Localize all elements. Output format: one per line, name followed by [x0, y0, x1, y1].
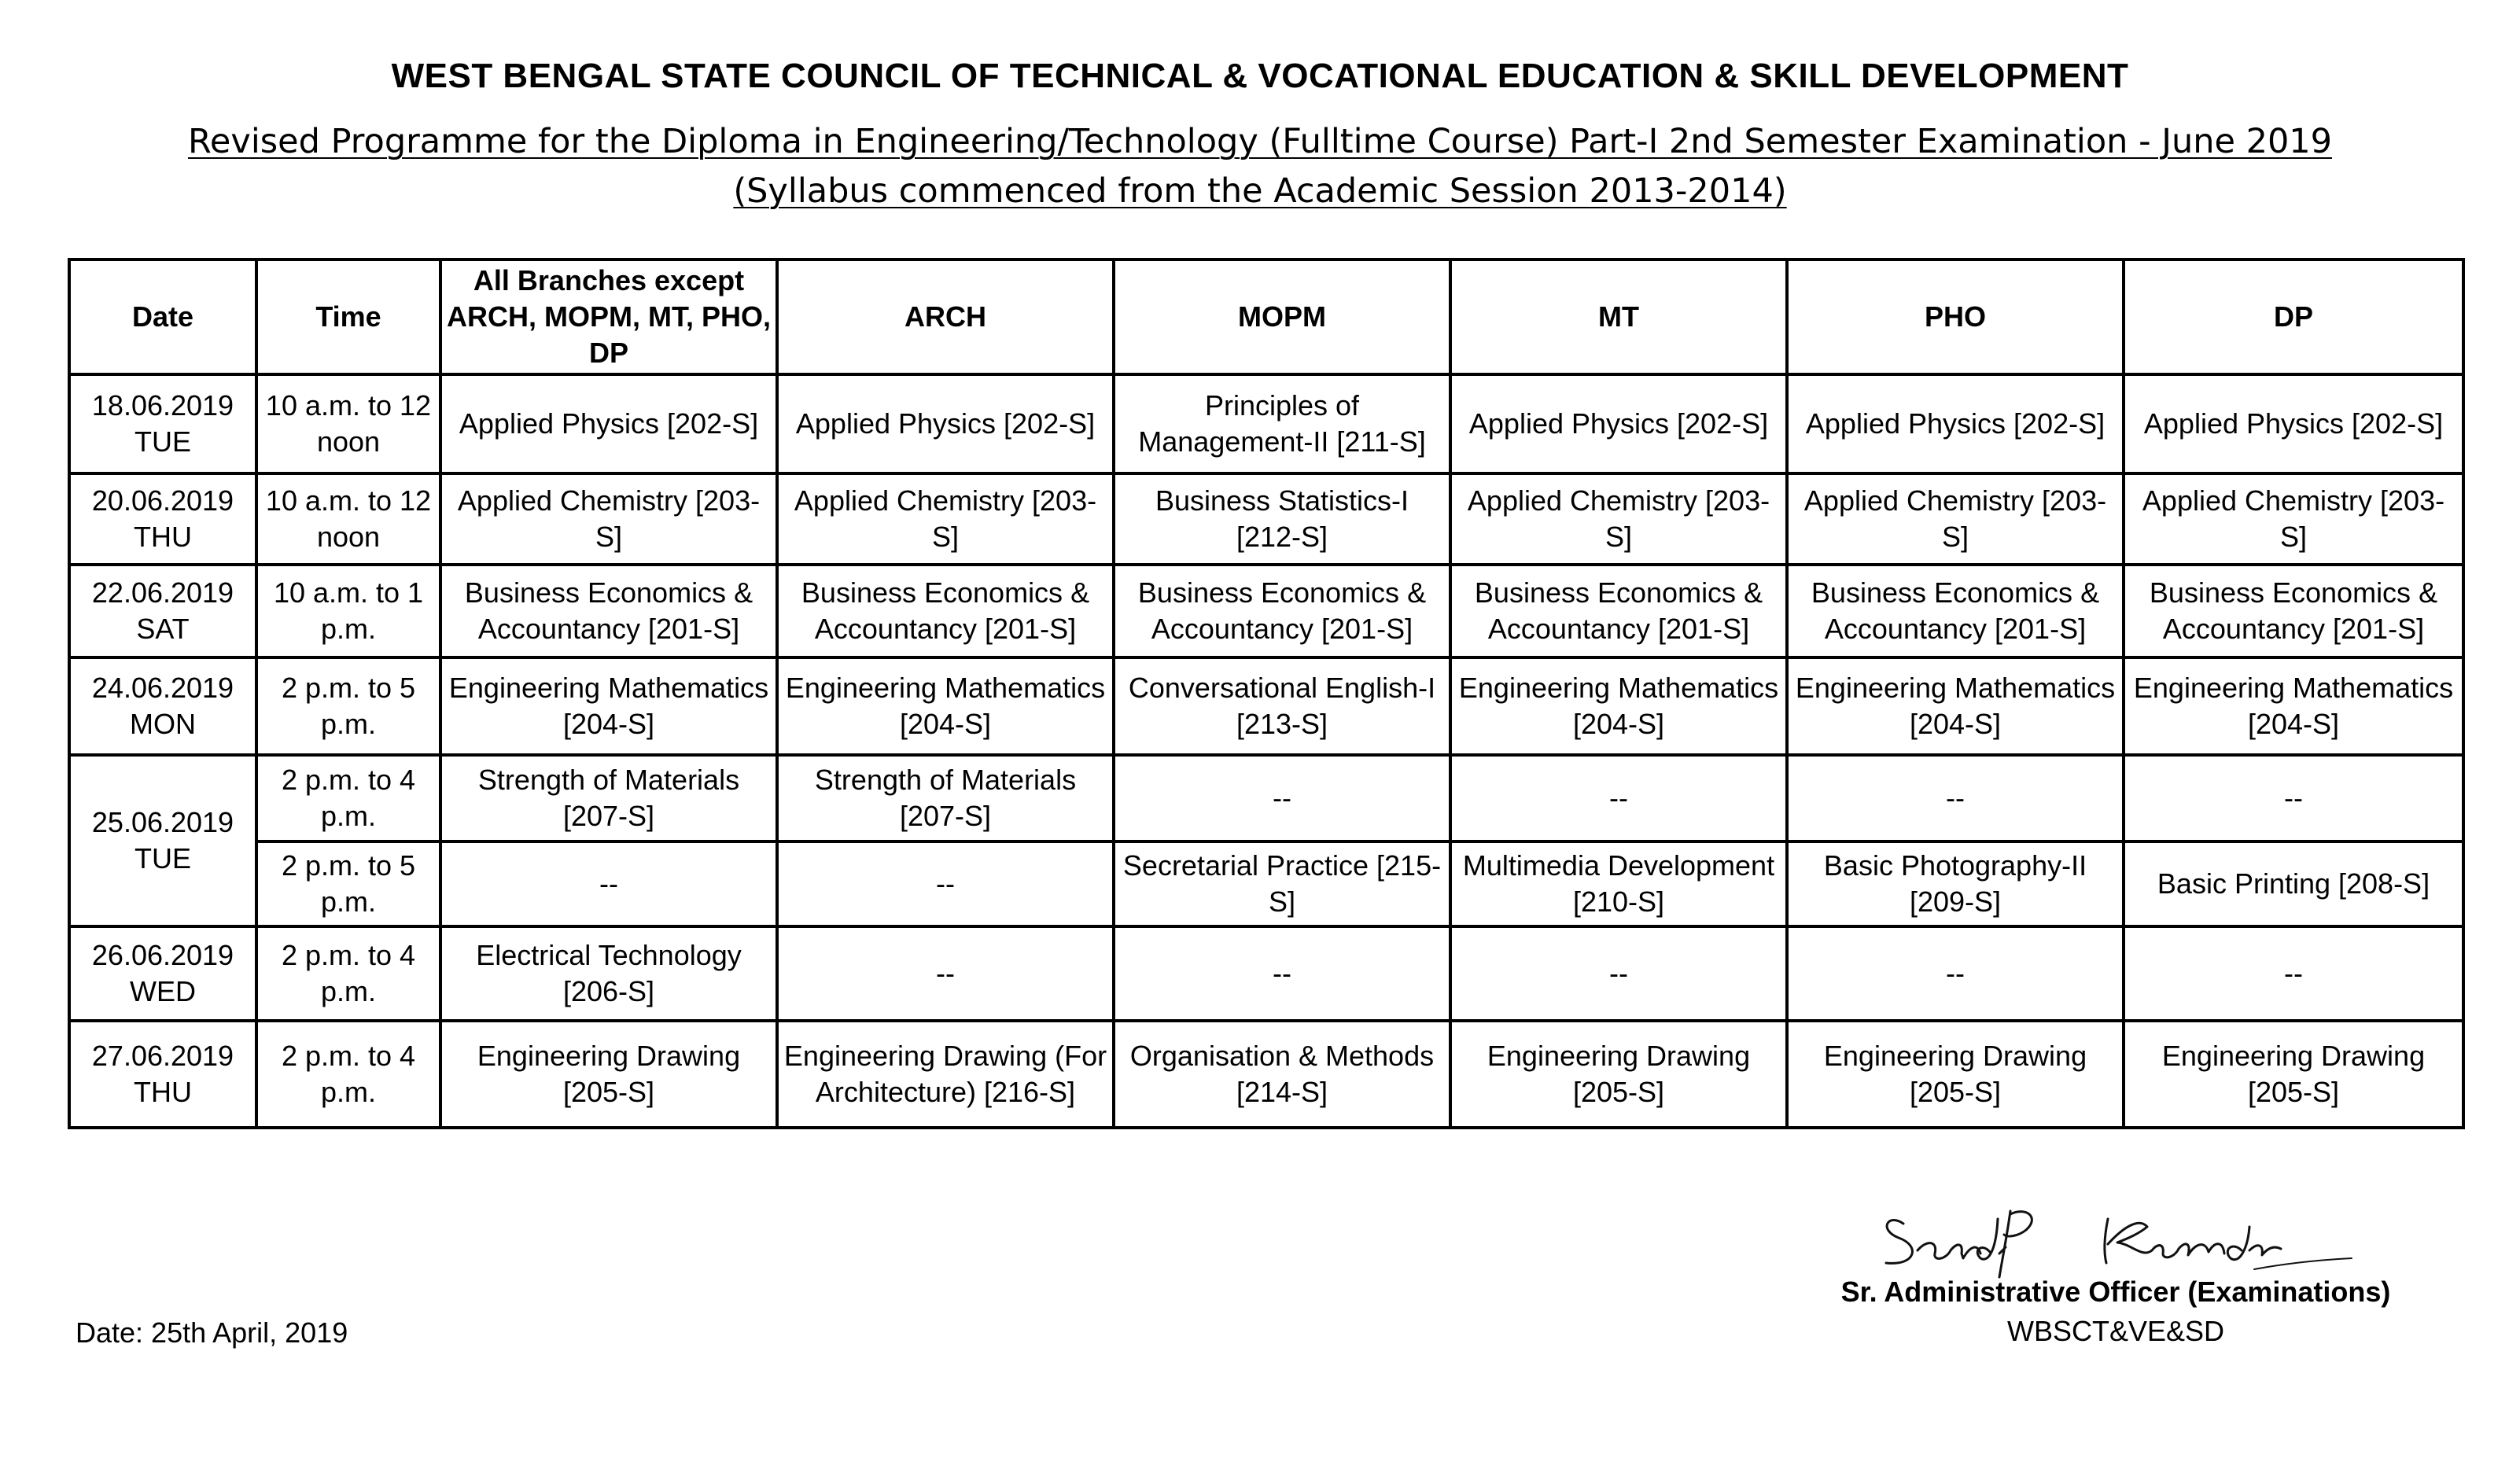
date-cell: 27.06.2019 THU: [69, 1021, 256, 1128]
subject-cell: --: [1787, 755, 2124, 841]
officer-title: Sr. Administrative Officer (Examinations): [1840, 1276, 2391, 1308]
time-cell: 10 a.m. to 12 noon: [256, 374, 440, 473]
subject-cell: --: [2124, 755, 2463, 841]
subject-cell: Engineering Mathematics [204-S]: [1787, 657, 2124, 755]
syllabus-note: [0, 171, 2520, 211]
subject-cell: Applied Physics [202-S]: [1787, 374, 2124, 473]
subject-cell: Business Economics & Accountancy [201-S]: [1787, 565, 2124, 657]
date-cell: 20.06.2019 THU: [69, 473, 256, 565]
date-cell: 25.06.2019 TUE: [69, 755, 256, 926]
subject-cell: Applied Physics [202-S]: [440, 374, 777, 473]
time-cell: 10 a.m. to 12 noon: [256, 473, 440, 565]
table-row: [69, 473, 2463, 565]
subject-cell: Engineering Drawing [205-S]: [1787, 1021, 2124, 1128]
header-arch: ARCH: [777, 260, 1114, 374]
subject-cell: Principles of Management-II [211-S]: [1114, 374, 1450, 473]
date-cell: 26.06.2019 WED: [69, 926, 256, 1021]
subject-cell: Basic Printing [208-S]: [2124, 841, 2463, 926]
time-cell: 2 p.m. to 4 p.m.: [256, 926, 440, 1021]
subject-cell: Applied Chemistry [203-S]: [440, 473, 777, 565]
subject-cell: --: [2124, 926, 2463, 1021]
organization-title: WEST BENGAL STATE COUNCIL OF TECHNICAL & VOCATIONAL EDUCATION & SKILL DEVELOPMENT: [391, 57, 2129, 95]
subject-cell: Conversational English-I [213-S]: [1114, 657, 1450, 755]
subject-cell: Business Economics & Accountancy [201-S]: [1114, 565, 1450, 657]
subject-cell: Engineering Drawing [205-S]: [440, 1021, 777, 1128]
time-cell: 2 p.m. to 5 p.m.: [256, 841, 440, 926]
time-cell: 2 p.m. to 5 p.m.: [256, 657, 440, 755]
issue-date: Date: 25th April, 2019: [76, 1316, 348, 1349]
subject-cell: --: [777, 841, 1114, 926]
subject-cell: Engineering Drawing [205-S]: [2124, 1021, 2463, 1128]
date-cell: 22.06.2019 SAT: [69, 565, 256, 657]
subject-cell: --: [440, 841, 777, 926]
subject-cell: --: [1787, 926, 2124, 1021]
subject-cell: Engineering Mathematics [204-S]: [1450, 657, 1787, 755]
time-cell: 2 p.m. to 4 p.m.: [256, 755, 440, 841]
subject-cell: Engineering Mathematics [204-S]: [777, 657, 1114, 755]
subject-cell: Engineering Mathematics [204-S]: [440, 657, 777, 755]
subject-cell: Engineering Mathematics [204-S]: [2124, 657, 2463, 755]
syllabus-note-text: (Syllabus commenced from the Academic Session 2013-2014): [733, 171, 1787, 211]
programme-title: [0, 122, 2520, 161]
subject-cell: Organisation & Methods [214-S]: [1114, 1021, 1450, 1128]
programme-title-text: Revised Programme for the Diploma in Engineering/Technology (Fulltime Course) Part-I 2nd Semester Examination - June 2019: [187, 122, 2333, 161]
subject-cell: --: [1450, 755, 1787, 841]
office-name: WBSCT&VE&SD: [2006, 1315, 2225, 1347]
table-row: [69, 565, 2463, 657]
subject-cell: Applied Chemistry [203-S]: [777, 473, 1114, 565]
subject-cell: --: [777, 926, 1114, 1021]
table-row: [69, 755, 2463, 841]
subject-cell: Business Economics & Accountancy [201-S]: [440, 565, 777, 657]
date-cell: 18.06.2019 TUE: [69, 374, 256, 473]
table-row: [69, 657, 2463, 755]
header-all-branches: All Branches except ARCH, MOPM, MT, PHO, DP: [440, 260, 777, 374]
subject-cell: Strength of Materials [207-S]: [777, 755, 1114, 841]
table-header-row: [69, 260, 2463, 374]
date-cell: 24.06.2019 MON: [69, 657, 256, 755]
subject-cell: Multimedia Development [210-S]: [1450, 841, 1787, 926]
subject-cell: Business Economics & Accountancy [201-S]: [777, 565, 1114, 657]
signature: [1872, 1195, 2375, 1282]
subject-cell: Applied Physics [202-S]: [1450, 374, 1787, 473]
exam-schedule-table: [68, 258, 2465, 1129]
subject-cell: Engineering Drawing [205-S]: [1450, 1021, 1787, 1128]
table-row: [69, 841, 2463, 926]
header-time: Time: [256, 260, 440, 374]
header-dp: DP: [2124, 260, 2463, 374]
subject-cell: Applied Chemistry [203-S]: [2124, 473, 2463, 565]
subject-cell: Strength of Materials [207-S]: [440, 755, 777, 841]
subject-cell: Basic Photography-II [209-S]: [1787, 841, 2124, 926]
header-mt: MT: [1450, 260, 1787, 374]
time-cell: 10 a.m. to 1 p.m.: [256, 565, 440, 657]
subject-cell: Business Economics & Accountancy [201-S]: [1450, 565, 1787, 657]
subject-cell: Electrical Technology [206-S]: [440, 926, 777, 1021]
header-pho: PHO: [1787, 260, 2124, 374]
subject-cell: Business Economics & Accountancy [201-S]: [2124, 565, 2463, 657]
table-row: [69, 374, 2463, 473]
subject-cell: Business Statistics-I [212-S]: [1114, 473, 1450, 565]
table-row: [69, 1021, 2463, 1128]
table-row: [69, 926, 2463, 1021]
subject-cell: Secretarial Practice [215-S]: [1114, 841, 1450, 926]
subject-cell: Applied Chemistry [203-S]: [1450, 473, 1787, 565]
header-mopm: MOPM: [1114, 260, 1450, 374]
subject-cell: Applied Physics [202-S]: [777, 374, 1114, 473]
subject-cell: --: [1114, 755, 1450, 841]
time-cell: 2 p.m. to 4 p.m.: [256, 1021, 440, 1128]
subject-cell: --: [1450, 926, 1787, 1021]
subject-cell: Applied Chemistry [203-S]: [1787, 473, 2124, 565]
header-date: Date: [69, 260, 256, 374]
subject-cell: Applied Physics [202-S]: [2124, 374, 2463, 473]
subject-cell: Engineering Drawing (For Architecture) [216-S]: [777, 1021, 1114, 1128]
subject-cell: --: [1114, 926, 1450, 1021]
